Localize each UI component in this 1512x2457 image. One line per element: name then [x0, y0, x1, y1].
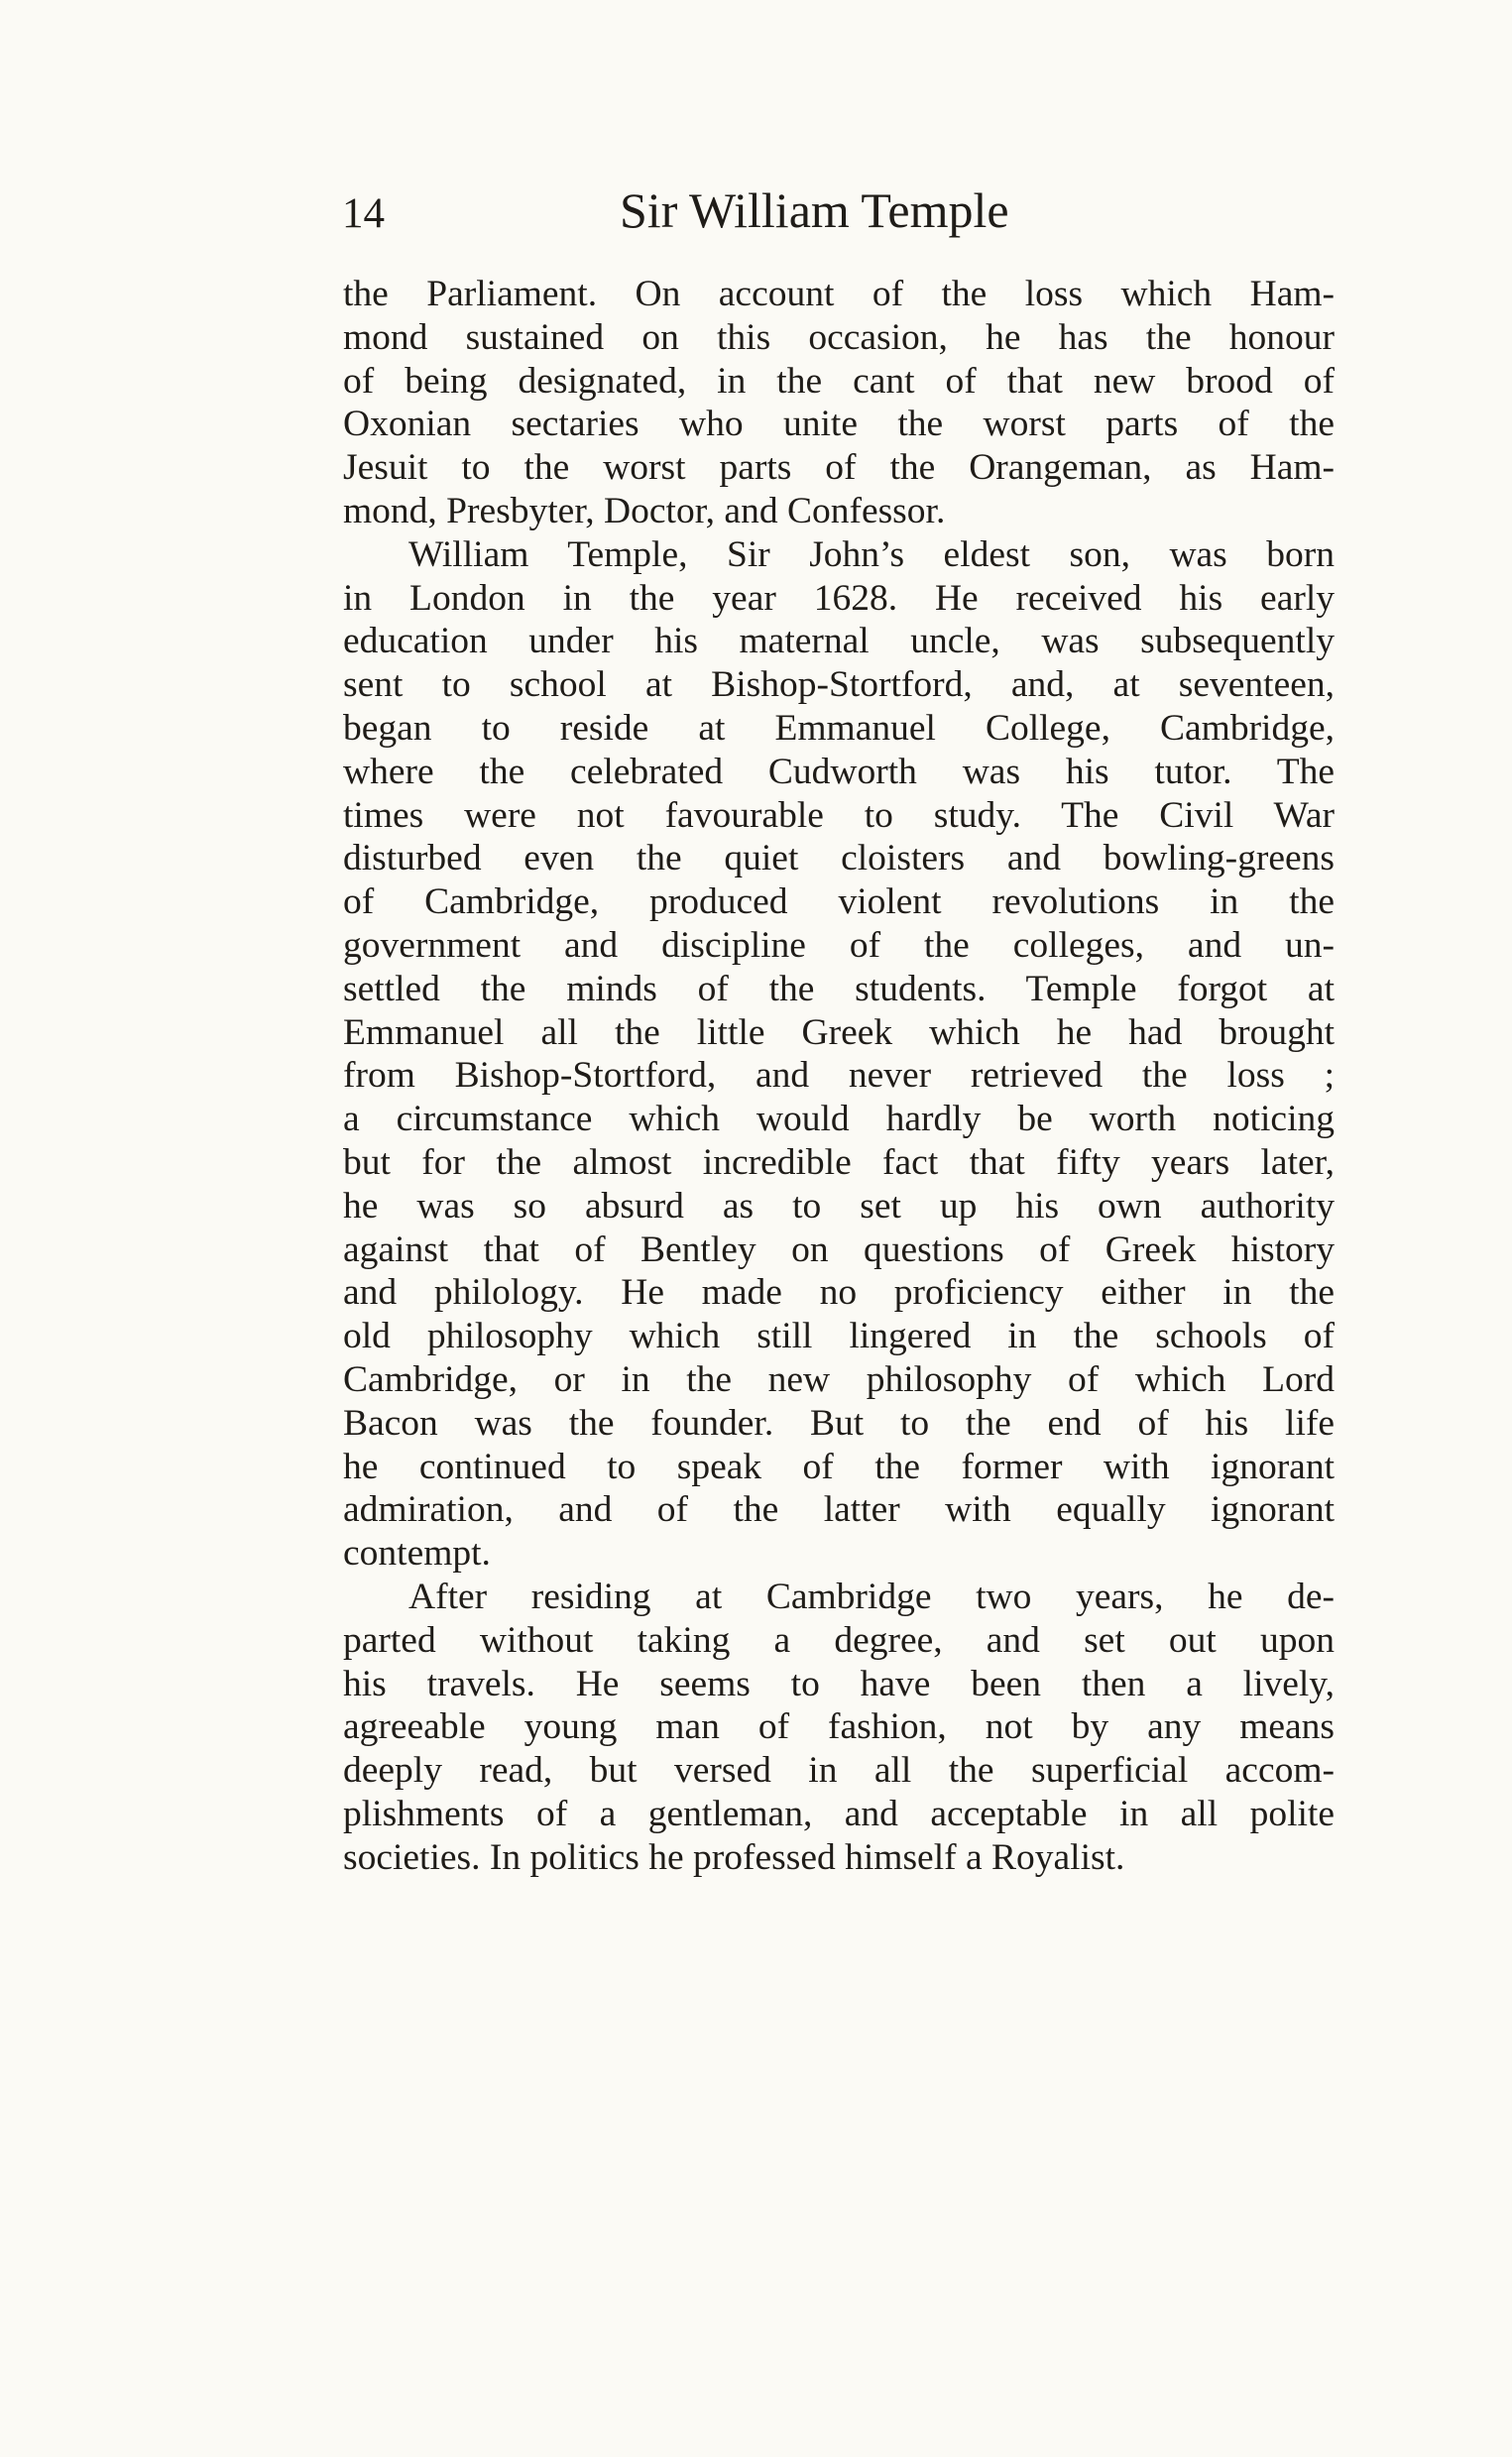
text-line: parted without taking a degree, and set out upon: [343, 1619, 1335, 1661]
text-line: education under his maternal uncle, was subsequently: [343, 621, 1335, 662]
text-line: Jesuit to the worst parts of the Orangeman, as Ham-: [343, 447, 1335, 489]
text-line: mond sustained on this occasion, he has the honour: [343, 316, 1335, 358]
text-line: After residing at Cambridge two years, he de-: [408, 1576, 1335, 1617]
text-line: a circumstance which would hardly be worth noticing: [343, 1099, 1335, 1140]
text-line: sent to school at Bishop-Stortford, and, at seventeen,: [343, 664, 1335, 706]
text-line: in London in the year 1628. He received his early: [343, 577, 1335, 619]
text-line: and philology. He made no proficiency either in the: [343, 1272, 1335, 1314]
text-line: Oxonian sectaries who unite the worst parts of the: [343, 404, 1335, 445]
text-line: deeply read, but versed in all the superficial accom-: [343, 1750, 1335, 1792]
text-line: contempt.: [343, 1533, 491, 1575]
body-text: [343, 273, 1335, 1879]
text-line: he was so absurd as to set up his own authority: [343, 1185, 1335, 1227]
text-line: times were not favourable to study. The Civil War: [343, 794, 1335, 836]
text-line: mond, Presbyter, Doctor, and Confessor.: [343, 490, 946, 531]
page-number: 14: [342, 190, 385, 237]
text-line: his travels. He seems to have been then a lively,: [343, 1663, 1335, 1704]
text-line: of Cambridge, produced violent revolutions in the: [343, 881, 1335, 923]
text-line: disturbed even the quiet cloisters and bowling-greens: [343, 838, 1335, 879]
text-line: admiration, and of the latter with equally ignorant: [343, 1489, 1335, 1531]
text-line: Cambridge, or in the new philosophy of which Lord: [343, 1358, 1335, 1400]
text-line: Emmanuel all the little Greek which he had brought: [343, 1011, 1335, 1053]
text-line: settled the minds of the students. Temple forgot at: [343, 968, 1335, 1009]
text-line: societies. In politics he professed himself a Royalist.: [343, 1836, 1125, 1878]
text-line: from Bishop-Stortford, and never retrieved the loss ;: [343, 1055, 1335, 1097]
text-line: where the celebrated Cudworth was his tutor. The: [343, 751, 1335, 792]
text-line: of being designated, in the cant of that new brood of: [343, 360, 1335, 402]
text-line: he continued to speak of the former with ignorant: [343, 1446, 1335, 1487]
text-line: against that of Bentley on questions of Greek history: [343, 1228, 1335, 1270]
running-title: Sir William Temple: [620, 182, 1009, 238]
text-line: Bacon was the founder. But to the end of his life: [343, 1402, 1335, 1444]
text-line: agreeable young man of fashion, not by any means: [343, 1706, 1335, 1748]
text-line: government and discipline of the colleges, and un-: [343, 924, 1335, 966]
text-line: but for the almost incredible fact that fifty years later,: [343, 1141, 1335, 1183]
text-line: William Temple, Sir John’s eldest son, was born: [408, 533, 1335, 575]
text-line: began to reside at Emmanuel College, Cambridge,: [343, 707, 1335, 749]
page-header: [342, 180, 1334, 250]
text-line: old philosophy which still lingered in the schools of: [343, 1316, 1335, 1357]
text-line: plishments of a gentleman, and acceptable in all polite: [343, 1793, 1335, 1834]
text-line: the Parliament. On account of the loss which Ham-: [343, 274, 1335, 314]
